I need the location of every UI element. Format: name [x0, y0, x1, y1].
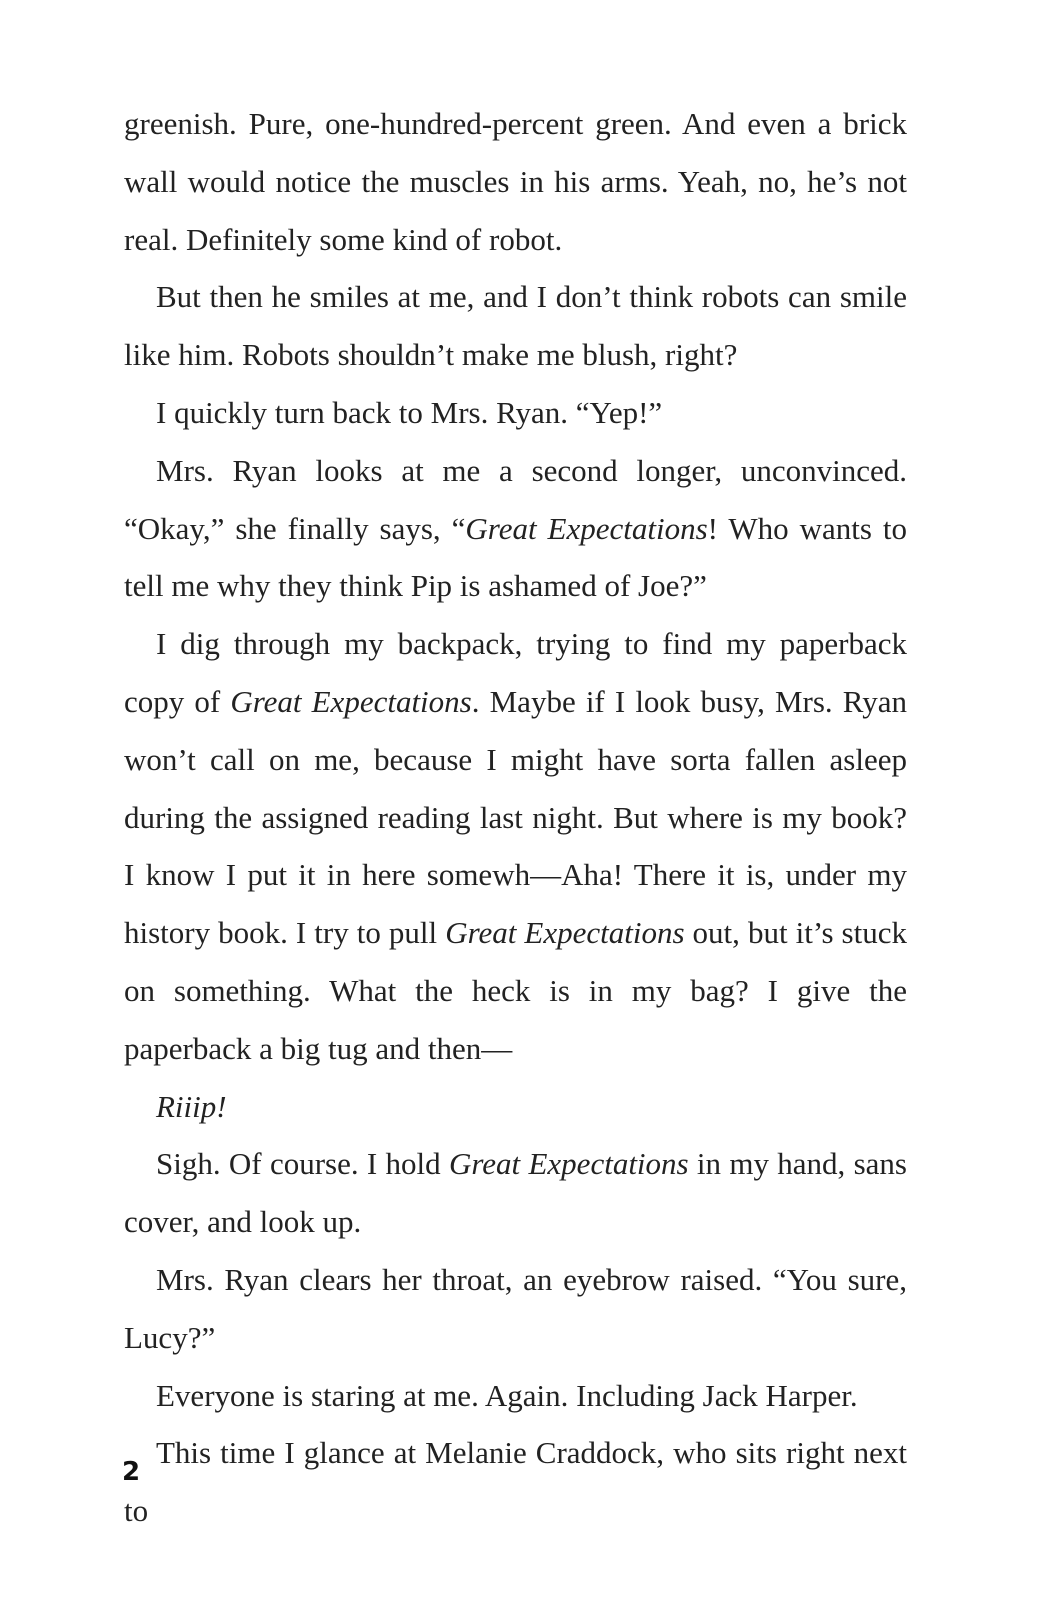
text-segment: ! Who wants to tell me why they think Pip is ashamed of Joe?” — [124, 510, 907, 604]
text-segment: I quickly turn back to Mrs. Ryan. “Yep!” — [156, 394, 663, 430]
paragraph-6 — [124, 1078, 907, 1136]
paragraph-4 — [124, 442, 907, 615]
paragraph-10 — [124, 1424, 907, 1540]
text-segment: greenish. Pure, one-hundred-percent green. And even a brick wall would notice the muscles in his arms. Yeah, no, he’s not real. Definitely some kind of robot. — [124, 106, 907, 257]
paragraph-8 — [124, 1251, 907, 1367]
text-segment: This time I glance at Melanie Craddock, who sits right next to — [124, 1435, 907, 1529]
text-segment: in my hand, sans cover, and look up. — [124, 1146, 908, 1240]
text-segment: Mrs. Ryan clears her throat, an eyebrow raised. “You sure, Lucy?” — [124, 1261, 907, 1355]
sound-effect-italic: Riiip! — [156, 1088, 227, 1124]
paragraph-7 — [124, 1135, 907, 1251]
book-title-italic: Great Expectations — [449, 1146, 689, 1182]
book-title-italic: Great Expectations — [465, 510, 708, 546]
text-segment: I dig through my backpack, trying to find my paperback copy of — [124, 626, 907, 719]
paragraph-5 — [124, 615, 907, 1077]
book-title-italic: Great Expectations — [230, 683, 472, 719]
page-number: 2 — [122, 1457, 141, 1487]
paragraph-2 — [124, 268, 907, 384]
paragraph-1 — [124, 95, 907, 268]
body-text — [124, 95, 907, 1540]
paragraph-3 — [124, 384, 907, 442]
paragraph-9 — [124, 1367, 907, 1425]
text-segment: Sigh. Of course. I hold — [156, 1146, 449, 1182]
text-segment: Everyone is staring at me. Again. Including Jack Harper. — [156, 1377, 858, 1413]
text-segment: Mrs. Ryan looks at me a second longer, unconvinced. “Okay,” she finally says, “ — [124, 452, 907, 546]
book-title-italic: Great Expectations — [445, 915, 685, 951]
text-segment: out, but it’s stuck on something. What the heck is in my bag? I give the paperback a big tug and then— — [124, 915, 907, 1066]
text-segment: . Maybe if I look busy, Mrs. Ryan won’t call on me, because I might have sorta fallen asleep during the assigned reading last night. But where is my book? I know I put it in here somewh—Aha! There it is, under my history book. I try to pull — [124, 683, 907, 951]
text-segment: But then he smiles at me, and I don’t think robots can smile like him. Robots shouldn’t make me blush, right? — [124, 279, 907, 373]
